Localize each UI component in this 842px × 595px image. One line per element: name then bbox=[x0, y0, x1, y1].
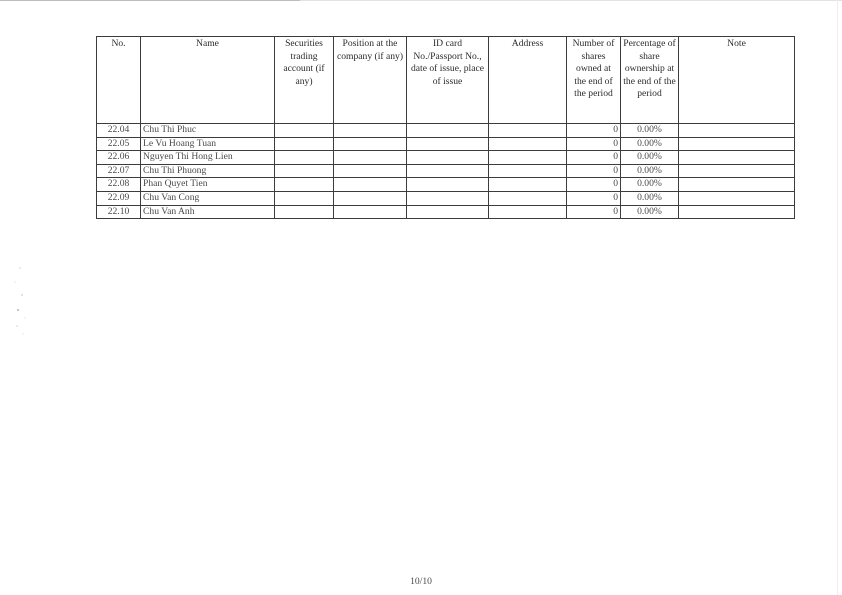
cell-no: 22.09 bbox=[97, 191, 141, 205]
cell-name: Chu Thi Phuong bbox=[141, 164, 275, 178]
scan-border-top-faint bbox=[300, 0, 842, 1]
cell-name: Le Vu Hoang Tuan bbox=[141, 137, 275, 151]
cell-position bbox=[334, 205, 407, 219]
cell-trading-account bbox=[275, 164, 334, 178]
header-shares-owned: Number of shares owned at the end of the period bbox=[567, 37, 621, 124]
cell-shares-owned: 0 bbox=[567, 191, 621, 205]
cell-trading-account bbox=[275, 151, 334, 165]
cell-ownership-percentage: 0.00% bbox=[621, 191, 679, 205]
cell-no: 22.06 bbox=[97, 151, 141, 165]
cell-note bbox=[679, 151, 795, 165]
cell-address bbox=[489, 178, 567, 192]
cell-ownership-percentage: 0.00% bbox=[621, 137, 679, 151]
header-trading-account: Securities trading account (if any) bbox=[275, 37, 334, 124]
cell-position bbox=[334, 178, 407, 192]
cell-ownership-percentage: 0.00% bbox=[621, 151, 679, 165]
cell-position bbox=[334, 137, 407, 151]
header-no: No. bbox=[97, 37, 141, 124]
cell-trading-account bbox=[275, 137, 334, 151]
cell-name: Chu Thi Phuc bbox=[141, 124, 275, 138]
cell-id-card bbox=[407, 124, 489, 138]
cell-ownership-percentage: 0.00% bbox=[621, 124, 679, 138]
cell-note bbox=[679, 191, 795, 205]
header-address: Address bbox=[489, 37, 567, 124]
cell-id-card bbox=[407, 178, 489, 192]
cell-ownership-percentage: 0.00% bbox=[621, 178, 679, 192]
header-ownership-percentage: Percentage of share ownership at the end of the period bbox=[621, 37, 679, 124]
cell-name: Chu Van Cong bbox=[141, 191, 275, 205]
table-row bbox=[97, 178, 795, 192]
table-row bbox=[97, 191, 795, 205]
cell-address bbox=[489, 164, 567, 178]
cell-name: Chu Van Anh bbox=[141, 205, 275, 219]
cell-address bbox=[489, 205, 567, 219]
cell-no: 22.04 bbox=[97, 124, 141, 138]
header-id-card: ID card No./Passport No., date of issue, place of issue bbox=[407, 37, 489, 124]
table-row bbox=[97, 164, 795, 178]
cell-note bbox=[679, 164, 795, 178]
header-note: Note bbox=[679, 37, 795, 124]
page-number: 10/10 bbox=[410, 576, 432, 587]
cell-position bbox=[334, 191, 407, 205]
table-row bbox=[97, 124, 795, 138]
cell-trading-account bbox=[275, 205, 334, 219]
cell-address bbox=[489, 124, 567, 138]
cell-id-card bbox=[407, 164, 489, 178]
cell-shares-owned: 0 bbox=[567, 137, 621, 151]
cell-no: 22.08 bbox=[97, 178, 141, 192]
cell-no: 22.07 bbox=[97, 164, 141, 178]
cell-no: 22.05 bbox=[97, 137, 141, 151]
cell-note bbox=[679, 124, 795, 138]
header-position: Position at the company (if any) bbox=[334, 37, 407, 124]
cell-id-card bbox=[407, 205, 489, 219]
cell-name: Phan Quyet Tien bbox=[141, 178, 275, 192]
cell-note bbox=[679, 178, 795, 192]
cell-note bbox=[679, 137, 795, 151]
cell-id-card bbox=[407, 151, 489, 165]
table-row bbox=[97, 151, 795, 165]
scan-border-top bbox=[0, 0, 300, 1]
related-persons-table bbox=[96, 36, 795, 219]
table-header-row bbox=[97, 37, 795, 124]
cell-address bbox=[489, 137, 567, 151]
cell-trading-account bbox=[275, 178, 334, 192]
cell-note bbox=[679, 205, 795, 219]
cell-trading-account bbox=[275, 124, 334, 138]
scan-border-right bbox=[837, 0, 838, 595]
cell-shares-owned: 0 bbox=[567, 124, 621, 138]
cell-ownership-percentage: 0.00% bbox=[621, 164, 679, 178]
cell-position bbox=[334, 124, 407, 138]
cell-id-card bbox=[407, 191, 489, 205]
cell-trading-account bbox=[275, 191, 334, 205]
cell-position bbox=[334, 164, 407, 178]
cell-shares-owned: 0 bbox=[567, 205, 621, 219]
cell-shares-owned: 0 bbox=[567, 164, 621, 178]
cell-shares-owned: 0 bbox=[567, 151, 621, 165]
cell-name: Nguyen Thi Hong Lien bbox=[141, 151, 275, 165]
cell-no: 22.10 bbox=[97, 205, 141, 219]
cell-address bbox=[489, 151, 567, 165]
header-name: Name bbox=[141, 37, 275, 124]
cell-ownership-percentage: 0.00% bbox=[621, 205, 679, 219]
cell-shares-owned: 0 bbox=[567, 178, 621, 192]
table-row bbox=[97, 205, 795, 219]
cell-id-card bbox=[407, 137, 489, 151]
scan-specks bbox=[6, 262, 36, 352]
table-row bbox=[97, 137, 795, 151]
cell-address bbox=[489, 191, 567, 205]
cell-position bbox=[334, 151, 407, 165]
